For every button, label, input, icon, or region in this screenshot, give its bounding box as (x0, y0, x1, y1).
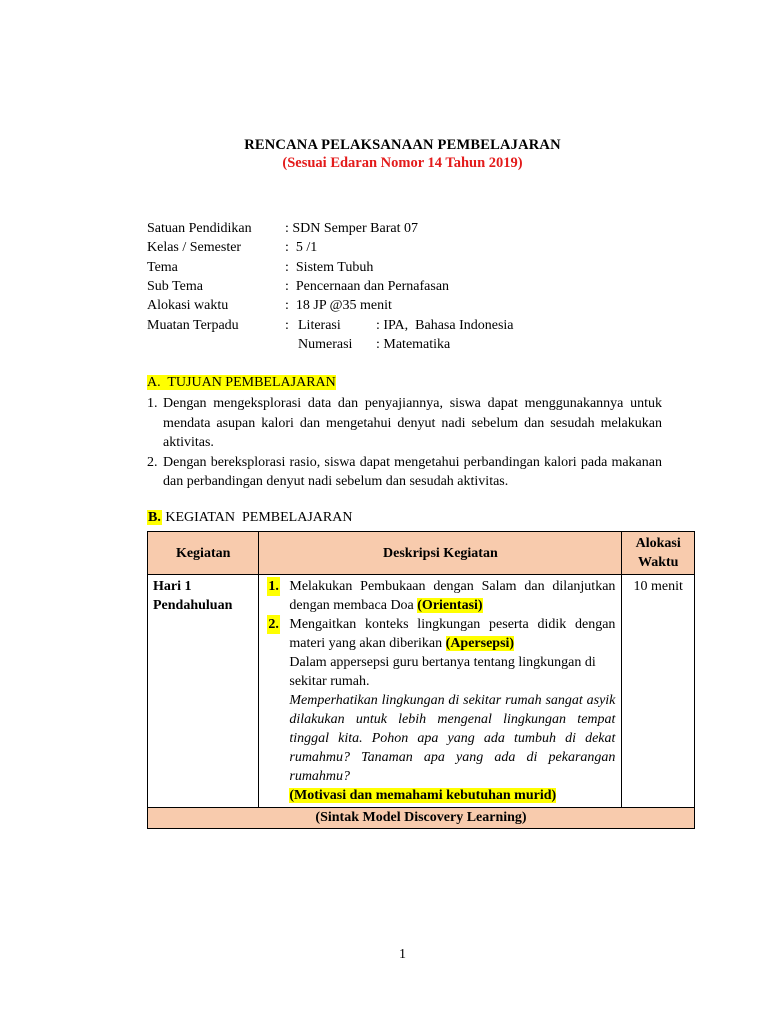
desc-item-text: Mengaitkan konteks lingkungan peserta didik dengan materi yang akan diberikan (289, 617, 616, 651)
list-item-number: 2. (147, 454, 158, 470)
value-subtema: : Pencernaan dan Pernafasan (285, 279, 450, 294)
document-title: RENCANA PELAKSANAAN PEMBELAJARAN (244, 137, 561, 153)
value-satuan: : SDN Semper Barat 07 (285, 221, 418, 236)
value-alokasi: : 18 JP @35 menit (285, 298, 392, 313)
label-kelas: Kelas / Semester (147, 240, 242, 255)
desc-item (267, 577, 615, 615)
label-tema: Tema (147, 260, 178, 275)
label-alokasi: Alokasi waktu (147, 298, 229, 313)
day-label: Hari 1 (153, 579, 192, 594)
activities-table (147, 531, 695, 829)
list-item-number: 1. (147, 396, 158, 411)
literasi-label: Literasi (298, 318, 341, 333)
label-subtema: Sub Tema (147, 279, 203, 294)
section-b-letter: B. (148, 510, 161, 525)
muatan-separator: : (285, 318, 289, 333)
list-item (147, 453, 662, 492)
literasi-value: : IPA, Bahasa Indonesia (376, 318, 514, 333)
cell-kegiatan (148, 575, 259, 808)
header-alokasi: Alokasi Waktu (622, 532, 695, 575)
document-subtitle: (Sesuai Edaran Nomor 14 Tahun 2019) (282, 155, 523, 171)
section-b-title: KEGIATAN PEMBELAJARAN (165, 510, 353, 525)
desc-item-text: Melakukan Pembukaan dengan Salam dan dilanjutkan dengan membaca Doa (289, 579, 616, 613)
page-number: 1 (399, 947, 406, 962)
apersepsi-tag: (Apersepsi) (445, 636, 515, 651)
desc-item-number: 1. (268, 579, 279, 594)
label-muatan: Muatan Terpadu (147, 318, 239, 333)
table-footer-row (148, 808, 695, 829)
desc-item (267, 615, 615, 653)
desc-item-number: 2. (268, 617, 279, 632)
orientasi-tag: (Orientasi) (417, 598, 483, 613)
section-a-title: A. TUJUAN PEMBELAJARAN (147, 375, 336, 390)
list-item-text: Dengan mengeksplorasi data dan penyajiannya, siswa dapat menggunakannya untuk mendata asupan kalori dan mengetahui denyut nadi sebelum dan sesudah melakukan aktivitas. (163, 396, 662, 450)
table-header-row (148, 532, 695, 575)
phase-label: Pendahuluan (153, 598, 233, 613)
table-row (148, 575, 695, 808)
label-satuan: Satuan Pendidikan (147, 221, 252, 236)
section-a-heading (147, 375, 336, 391)
section-b-heading (147, 510, 352, 526)
list-item (147, 394, 662, 453)
syntax-footer: (Sintak Model Discovery Learning) (148, 808, 695, 829)
italic-prompt: Memperhatikan lingkungan di sekitar rumah sangat asyik dilakukan untuk lebih mengenal lingkungan tempat tinggal kita. Pohon apa yang ada tumbuh di dekat rumahmu? Tanaman apa yang ada di pekarangan rumahmu? (289, 693, 616, 784)
apersepsi-note: Dalam appersepsi guru bertanya tentang lingkungan di sekitar rumah. (289, 655, 596, 689)
numerasi-label: Numerasi (298, 337, 353, 352)
motivation-tag: (Motivasi dan memahami kebutuhan murid) (289, 788, 557, 803)
header-deskripsi: Deskripsi Kegiatan (259, 532, 622, 575)
value-tema: : Sistem Tubuh (285, 260, 374, 275)
value-kelas: : 5 /1 (285, 240, 318, 255)
header-kegiatan: Kegiatan (148, 532, 259, 575)
objectives-list (147, 394, 662, 492)
list-item-text: Dengan bereksplorasi rasio, siswa dapat mengetahui perbandingan kalori pada makanan dan perbandingan denyut nadi sebelum dan sesudah aktivitas. (163, 454, 662, 489)
cell-deskripsi (259, 575, 622, 808)
cell-alokasi: 10 menit (622, 575, 695, 808)
numerasi-value: : Matematika (376, 337, 451, 352)
